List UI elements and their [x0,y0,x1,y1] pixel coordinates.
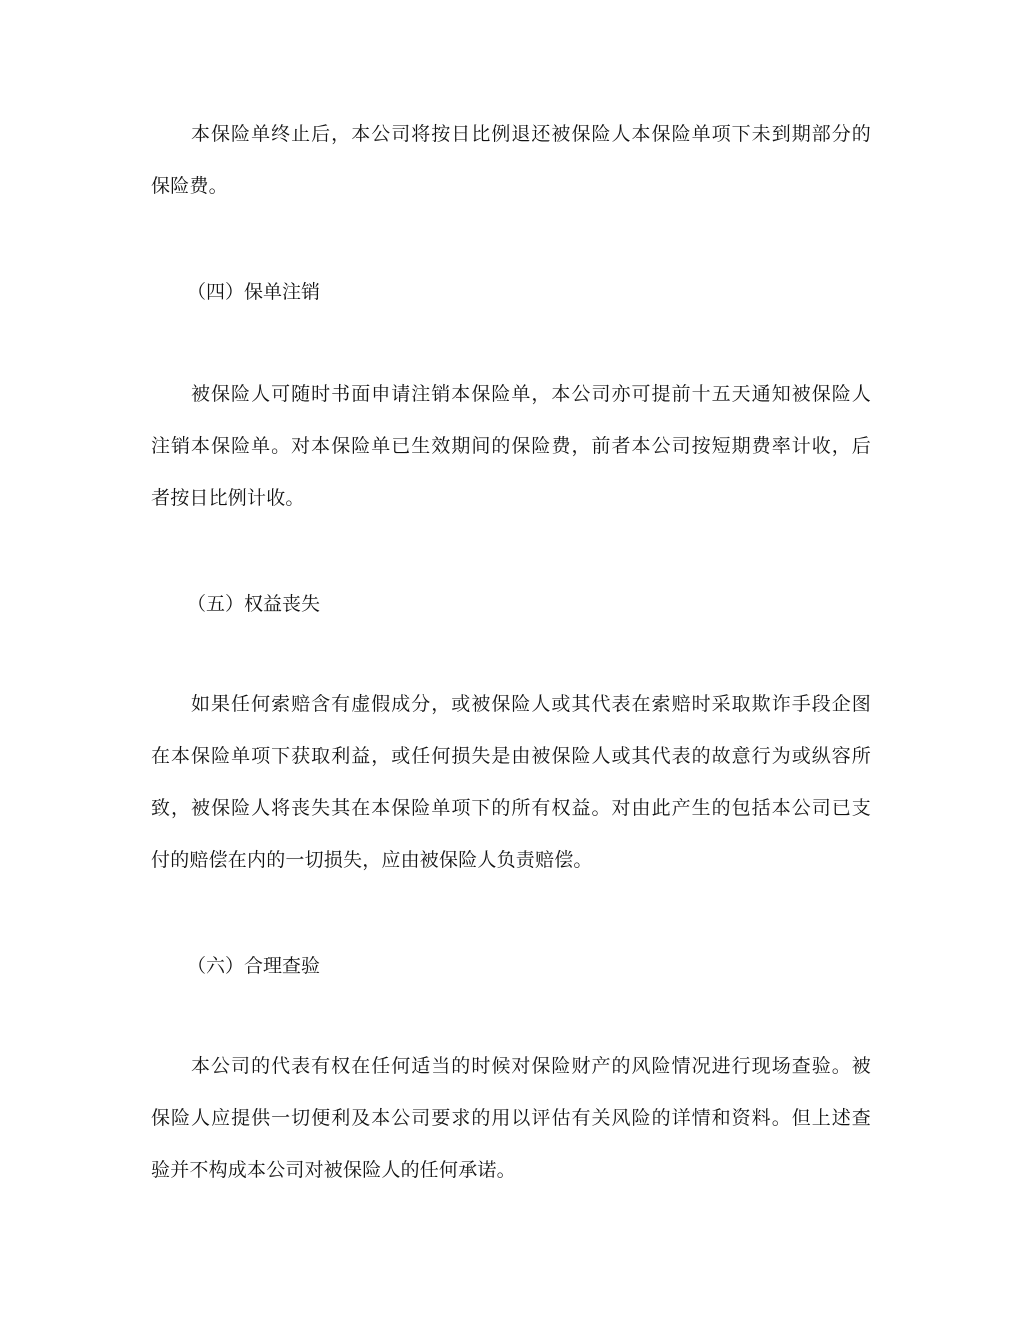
paragraph-line: 致，被保险人将丧失其在本保险单项下的所有权益。对由此产生的包括本公司已支 [151,797,871,819]
section-heading-forfeiture-of-rights: （五）权益丧失 [187,593,321,615]
paragraph-line: 注销本保险单。对本保险单已生效期间的保险费，前者本公司按短期费率计收，后 [151,435,871,457]
paragraph-line: 保险人应提供一切便利及本公司要求的用以评估有关风险的详情和资料。但上述查 [151,1107,871,1129]
section-heading-policy-cancellation: （四）保单注销 [187,281,321,303]
paragraph-policy-cancellation [151,368,871,524]
paragraph-forfeiture-of-rights [151,678,871,886]
paragraph-line: 者按日比例计收。 [151,487,305,509]
paragraph-line: 验并不构成本公司对被保险人的任何承诺。 [151,1159,516,1181]
paragraph-reasonable-inspection [151,1040,871,1196]
paragraph-line: 本公司的代表有权在任何适当的时候对保险财产的风险情况进行现场查验。被 [191,1055,871,1077]
paragraph-line: 被保险人可随时书面申请注销本保险单，本公司亦可提前十五天通知被保险人 [191,383,871,405]
section-heading-reasonable-inspection: （六）合理查验 [187,955,321,977]
paragraph-termination-refund [151,108,871,212]
paragraph-line: 如果任何索赔含有虚假成分，或被保险人或其代表在索赔时采取欺诈手段企图 [191,693,871,715]
paragraph-line: 在本保险单项下获取利益，或任何损失是由被保险人或其代表的故意行为或纵容所 [151,745,871,767]
paragraph-line: 付的赔偿在内的一切损失，应由被保险人负责赔偿。 [151,849,593,871]
paragraph-line: 本保险单终止后，本公司将按日比例退还被保险人本保险单项下未到期部分的 [191,123,871,145]
paragraph-line: 保险费。 [151,175,228,197]
